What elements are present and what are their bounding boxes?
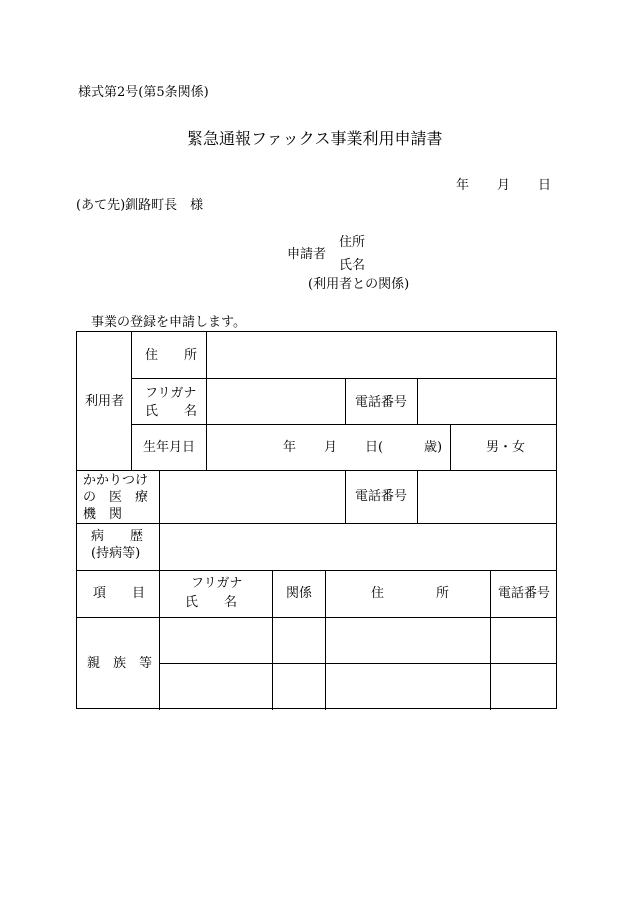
col-divider (131, 332, 132, 470)
col-divider (159, 470, 160, 710)
row-divider (77, 617, 557, 618)
user-furigana-label: フリガナ (145, 386, 197, 401)
clinic-label-line1: かかりつけ (83, 473, 149, 488)
date-year-label: 年 (456, 178, 470, 193)
row-divider (159, 663, 557, 664)
age-label: 歳) (424, 440, 443, 455)
birth-date-label: 生年月日 (143, 440, 196, 455)
applicant-label: 申請者 (287, 247, 327, 262)
col-divider (272, 570, 273, 710)
col-divider (325, 570, 326, 710)
applicant-address-label: 住所 (339, 235, 366, 250)
form-number: 様式第2号(第5条関係) (78, 85, 209, 100)
clinic-phone-label: 電話番号 (355, 489, 408, 504)
addressee: (あて先)釧路町長 様 (76, 198, 204, 213)
col-divider (206, 332, 207, 470)
applicant-relation-note: (利用者との関係) (308, 277, 410, 292)
application-table (76, 331, 557, 709)
date-day-label: 日 (538, 178, 552, 193)
birth-year-label: 年 (283, 440, 297, 455)
col-divider (345, 470, 346, 523)
history-label-line1: 病 歴 (91, 529, 144, 544)
col-divider (450, 424, 451, 470)
relative-furigana-label: フリガナ (191, 576, 243, 591)
item-label: 項 目 (93, 586, 146, 601)
relative-phone-label: 電話番号 (498, 586, 551, 601)
sex-label: 男・女 (486, 440, 526, 455)
date-month-label: 月 (497, 178, 511, 193)
relative-address-label: 住 所 (371, 586, 450, 601)
user-address-label: 住 所 (145, 348, 198, 363)
user-label: 利用者 (85, 394, 125, 409)
birth-day-label: 日( (365, 440, 384, 455)
page-title: 緊急通報ファックス事業利用申請書 (187, 129, 443, 148)
row-divider (77, 570, 557, 571)
relative-name-label: 氏 名 (185, 595, 238, 610)
relation-label: 関係 (286, 586, 313, 601)
col-divider (417, 378, 418, 424)
applicant-name-label: 氏名 (339, 258, 366, 273)
col-divider (417, 470, 418, 523)
birth-month-label: 月 (324, 440, 338, 455)
row-divider (131, 424, 557, 425)
col-divider (345, 378, 346, 424)
relatives-label: 親 族 等 (87, 656, 153, 671)
row-divider (77, 470, 557, 471)
row-divider (131, 378, 557, 379)
clinic-label-line2: の 医 療 (83, 490, 149, 505)
user-phone-label: 電話番号 (355, 395, 408, 410)
user-name-label: 氏 名 (145, 404, 198, 419)
request-text: 事業の登録を申請します。 (91, 315, 246, 330)
row-divider (77, 523, 557, 524)
clinic-label-line3: 機 関 (83, 507, 123, 522)
col-divider (490, 570, 491, 710)
history-label-line2: (持病等) (91, 546, 141, 561)
